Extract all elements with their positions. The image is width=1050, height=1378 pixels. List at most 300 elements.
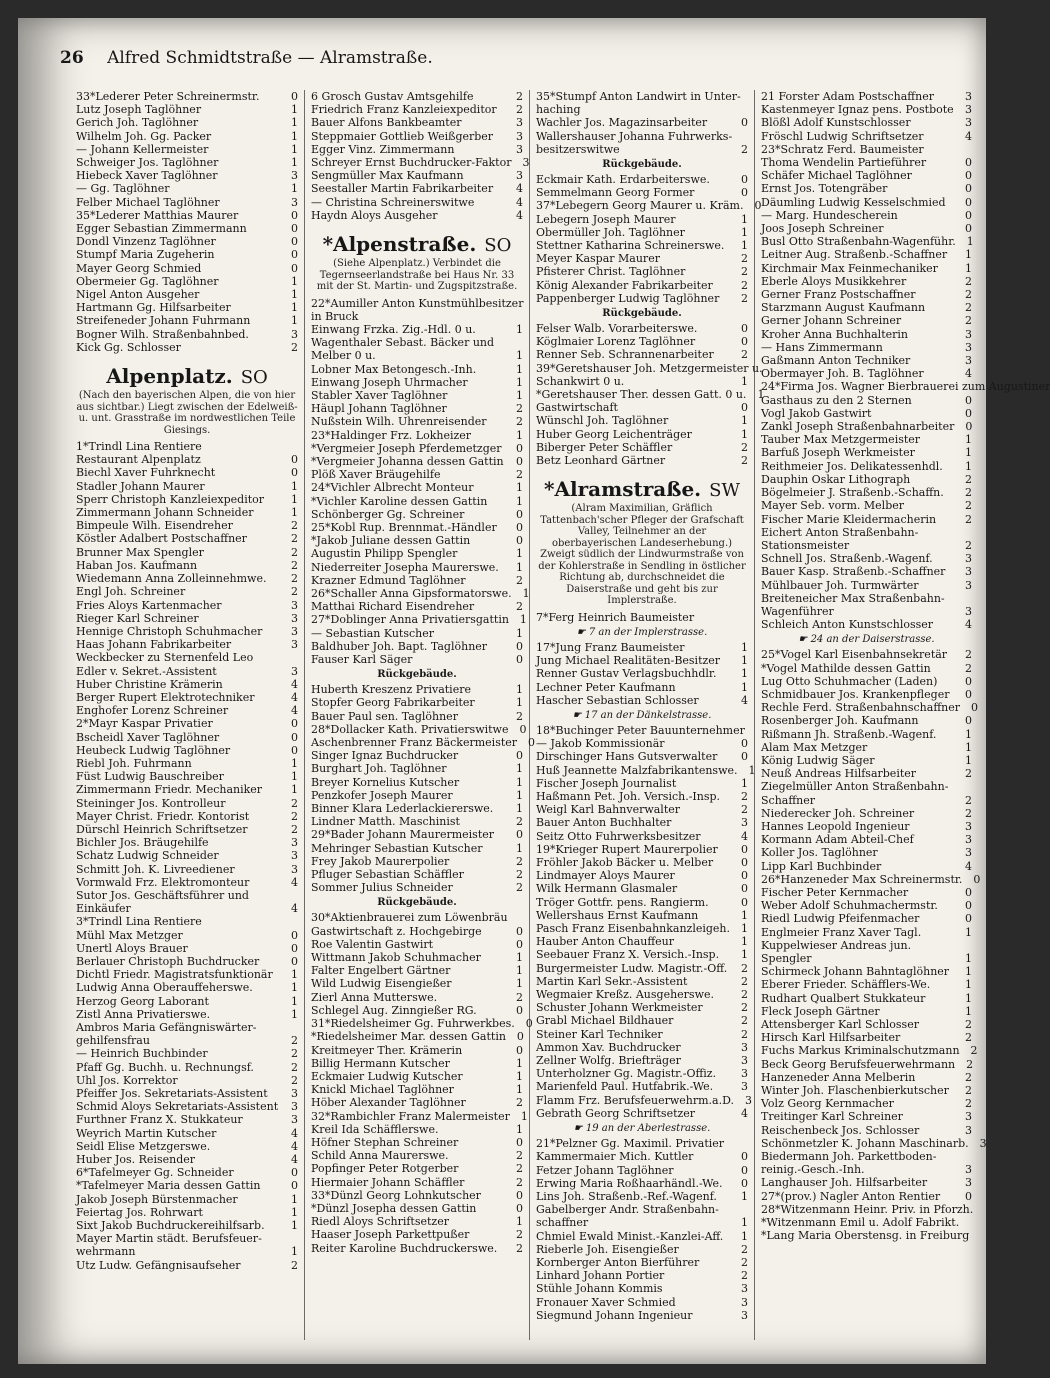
entry-name: Semmelmann Georg Former: [536, 186, 695, 200]
directory-entry: [761, 367, 972, 380]
directory-entry: [536, 654, 748, 667]
directory-entry: [76, 341, 298, 354]
entry-floor: 2: [516, 1228, 523, 1242]
entry-name: Haban Jos. Kaufmann: [76, 558, 198, 572]
entry-name: Zistl Anna Privatierswe.: [76, 1007, 211, 1021]
entry-name: Burgermeister Ludw. Magistr.-Off.: [536, 961, 728, 975]
entry-name: Kirchmair Max Feinmechaniker: [761, 261, 938, 275]
entry-name: Betz Leonhard Gärtner: [536, 454, 666, 468]
entry-floor: 2: [741, 454, 748, 468]
directory-entry: [761, 675, 972, 688]
entry-floor: 0: [741, 401, 748, 415]
directory-entry: [311, 1017, 533, 1031]
entry-floor: 3: [741, 1067, 748, 1081]
directory-entry: [76, 248, 298, 261]
entry-floor: 1: [291, 301, 298, 315]
directory-entry: [76, 116, 298, 129]
entry-name: 24*Vichler Albrecht Monteur: [311, 481, 474, 495]
directory-entry: [311, 842, 523, 855]
directory-entry: [311, 991, 523, 1004]
entry-name: Gerich Joh. Taglöhner: [76, 116, 199, 130]
entry-name: Weigl Karl Bahnverwalter: [536, 803, 681, 817]
entry-floor: 1: [741, 948, 748, 962]
entry-floor: 2: [291, 532, 298, 546]
directory-entry: [761, 169, 972, 182]
entry-name: Steininger Jos. Kontrolleur: [76, 796, 226, 810]
entry-name: Plöß Xaver Bräugehilfe: [311, 468, 441, 482]
entry-floor: 0: [965, 1189, 972, 1203]
entry-floor: 2: [965, 288, 972, 302]
entry-floor: 0: [965, 156, 972, 170]
directory-entry: [536, 279, 748, 292]
directory-entry: [536, 935, 748, 948]
directory-page: [18, 18, 1050, 1364]
directory-entry: [76, 757, 298, 770]
directory-entry: [761, 552, 972, 565]
directory-entry: [311, 402, 523, 415]
entry-floor: 1: [965, 740, 972, 754]
directory-entry: [76, 1140, 298, 1153]
directory-entry: [76, 995, 298, 1008]
entry-name: 28*Dollacker Kath. Privatierswitwe: [311, 722, 509, 736]
directory-entry: [536, 1137, 748, 1150]
entry-floor: 3: [965, 552, 972, 566]
directory-entry: [311, 323, 523, 336]
section-heading: Rückgebäude.: [377, 669, 457, 681]
directory-entry: [76, 506, 298, 519]
entry-name: Binner Klara Lederlackiererswe.: [311, 802, 494, 816]
directory-entry: [76, 130, 298, 143]
entry-name: 35*Stumpf Anton Landwirt in Unter-: [536, 90, 741, 103]
directory-entry: [311, 468, 523, 481]
entry-floor: 3: [291, 169, 298, 183]
directory-entry: [76, 691, 298, 704]
entry-floor: 4: [965, 129, 972, 143]
entry-name: Dirschinger Hans Gutsverwalter: [536, 750, 718, 764]
entry-floor: 2: [741, 803, 748, 817]
entry-name: Felber Michael Taglöhner: [76, 195, 220, 209]
directory-entry: [76, 836, 298, 849]
entry-name: Seebauer Franz X. Versich.-Insp.: [536, 948, 720, 962]
entry-name: Wünschl Joh. Taglöhner: [536, 414, 669, 428]
entry-name: Knickl Michael Taglöhner: [311, 1083, 454, 1097]
directory-entry: [536, 724, 748, 737]
directory-entry: [311, 534, 523, 547]
entry-floor: 3: [291, 327, 298, 341]
entry-name: 25*Vogel Karl Eisenbahnsekretär: [761, 648, 948, 662]
entry-name: Gaßmann Anton Techniker: [761, 354, 911, 368]
entry-floor: 0: [965, 420, 973, 434]
entry-floor: 3: [965, 103, 972, 117]
entry-floor: 1: [516, 841, 523, 855]
entry-name: — Christina Schreinerswitwe: [311, 195, 475, 209]
entry-floor: 3: [516, 169, 523, 183]
entry-floor: 0: [291, 743, 298, 757]
entry-floor: 3: [965, 354, 972, 368]
entry-floor: 0: [741, 335, 748, 349]
directory-entry: [761, 1031, 972, 1044]
entry-name: Seestaller Martin Fabrikarbeiter: [311, 182, 494, 196]
entry-name: — Jakob Kommissionär: [536, 737, 665, 751]
directory-entry: [761, 565, 972, 578]
directory-entry: [536, 103, 748, 116]
entry-name: Schatz Ludwig Schneider: [76, 849, 219, 863]
entry-name: Flamm Frz. Berufsfeuerwehrm.a.D.: [536, 1093, 735, 1107]
entry-floor: 2: [516, 1241, 523, 1255]
directory-entry: [76, 665, 298, 678]
entry-floor: 2: [291, 796, 298, 810]
entry-floor: 0: [965, 674, 972, 688]
directory-entry: [76, 275, 298, 288]
entry-name: Biedermann Joh. Parkettboden-: [761, 1150, 937, 1164]
entry-floor: 1: [516, 788, 523, 802]
entry-name: Reiter Karoline Buchdruckerswe.: [311, 1241, 498, 1255]
entry-floor: 4: [741, 829, 748, 843]
column-2: [305, 90, 536, 1340]
entry-name: 23*Haldinger Frz. Lokheizer: [311, 428, 472, 442]
entry-name: Füst Ludwig Bauschreiber: [76, 770, 224, 784]
entry-name: Langhauser Joh. Hilfsarbeiter: [761, 1176, 928, 1190]
entry-name: 30*Aktienbrauerei zum Löwenbräu: [311, 911, 508, 925]
directory-entry: [311, 103, 523, 116]
directory-entry: [536, 830, 748, 843]
entry-floor: 0: [965, 182, 972, 196]
directory-entry: [761, 1084, 972, 1097]
entry-floor: 0: [291, 90, 298, 103]
directory-entry: [311, 209, 523, 222]
entry-floor: 1: [965, 991, 972, 1005]
directory-entry: [761, 952, 972, 965]
directory-entry: [761, 1097, 972, 1110]
directory-entry: [536, 1177, 748, 1190]
entry-name: Köstler Adalbert Postschaffner: [76, 532, 247, 546]
directory-entry: [76, 1245, 298, 1258]
entry-floor: 3: [522, 156, 530, 170]
directory-entry: [76, 235, 298, 248]
entry-floor: 3: [291, 195, 298, 209]
entry-name: Pappenberger Ludwig Taglöhner: [536, 291, 720, 305]
entry-name: Fleck Joseph Gärtner: [761, 1004, 880, 1018]
directory-entry: [536, 1269, 748, 1282]
entry-floor: 1: [966, 235, 974, 249]
entry-name: Schankwirt 0 u.: [536, 374, 625, 388]
directory-entry: [311, 561, 523, 574]
directory-entry: [311, 336, 523, 349]
entry-floor: 3: [516, 129, 523, 143]
entry-name: Gastwirtschaft z. Hochgebirge: [311, 924, 482, 938]
directory-entry: [536, 962, 748, 975]
directory-entry: [536, 1282, 748, 1295]
entry-floor: 1: [516, 560, 523, 574]
entry-name: Stopfer Georg Fabrikarbeiter: [311, 696, 475, 710]
entry-floor: 2: [516, 573, 523, 587]
entry-floor: 1: [291, 968, 298, 982]
entry-name: Restaurant Alpenplatz: [76, 453, 201, 467]
entry-name: Tauber Max Metzgermeister: [761, 433, 921, 447]
entry-name: Schmidbauer Jos. Krankenpfleger: [761, 687, 950, 701]
entry-name: Engl Joh. Schreiner: [76, 585, 186, 599]
entry-floor: 1: [741, 922, 749, 936]
entry-name: Dürschl Heinrich Schriftsetzer: [76, 822, 248, 836]
directory-entry: [76, 1034, 298, 1047]
entry-name: Stettner Katharina Schreinerswe.: [536, 239, 725, 253]
entry-floor: 1: [516, 349, 523, 363]
directory-entry: [76, 955, 298, 968]
street-name: Alpenplatz.: [106, 364, 233, 389]
entry-floor: 1: [516, 762, 523, 776]
entry-name: Lechner Peter Kaufmann: [536, 680, 676, 694]
entry-name: *Geretshauser Ther. dessen Gatt. 0 u.: [536, 388, 747, 402]
entry-name: Wellershaus Ernst Kaufmann: [536, 908, 699, 922]
entry-name: Lipp Karl Buchbinder: [761, 859, 882, 873]
entry-name: Hiermaier Johann Schäffler: [311, 1175, 465, 1189]
section-heading: Rückgebäude.: [602, 159, 682, 171]
directory-entry: [536, 803, 748, 816]
entry-name: Rißmann Jh. Straßenb.-Wagenf.: [761, 727, 937, 741]
directory-entry: [761, 209, 972, 222]
entry-floor: 0: [965, 195, 972, 209]
directory-entry: [761, 130, 972, 143]
entry-floor: 2: [965, 793, 972, 807]
entry-name: Berger Rupert Elektrotechniker: [76, 690, 255, 704]
entry-name: Mühlbauer Joh. Turmwärter: [761, 578, 919, 592]
entry-name: Steiner Karl Techniker: [536, 1027, 663, 1041]
directory-entry: [536, 1216, 748, 1229]
entry-floor: 2: [965, 538, 972, 552]
entry-name: 35*Lederer Matthias Maurer: [76, 208, 239, 222]
entry-floor: 3: [291, 1087, 298, 1101]
entry-name: Ludwig Anna Oberauffeherswe.: [76, 981, 253, 995]
entry-name: 23*Schratz Ferd. Baumeister: [761, 142, 924, 156]
entry-floor: 0: [516, 507, 523, 521]
entry-name: Sommer Julius Schneider: [311, 881, 453, 895]
entry-floor: 3: [965, 1163, 972, 1177]
directory-entry: [761, 314, 972, 327]
directory-entry: [311, 1242, 523, 1255]
directory-entry: [761, 539, 972, 552]
directory-entry: [76, 572, 298, 585]
pointer-text: 7 an der Implerstrasse.: [588, 626, 708, 638]
directory-entry: [311, 815, 523, 828]
directory-entry: [761, 262, 972, 275]
entry-name: Linhard Johann Portier: [536, 1269, 665, 1283]
entry-name: Breiteneicher Max Straßenbahn-: [761, 591, 945, 605]
directory-entry: [761, 90, 972, 103]
entry-name: Rechle Ferd. Straßenbahnschaffner: [761, 701, 960, 715]
directory-entry: [761, 301, 972, 314]
directory-entry: [76, 1008, 298, 1021]
entry-floor: 2: [965, 648, 972, 662]
entry-name: Mayer Martin städt. Berufsfeuer-: [76, 1232, 262, 1246]
directory-entry: [761, 728, 972, 741]
entry-name: Wachler Jos. Magazinsarbeiter: [536, 116, 708, 130]
entry-name: Mayer Christ. Friedr. Kontorist: [76, 809, 250, 823]
entry-floor: 0: [973, 872, 981, 886]
directory-entry: [761, 473, 972, 486]
entry-floor: 0: [741, 186, 748, 200]
entry-floor: 4: [291, 1153, 298, 1167]
entry-name: Streifeneder Johann Fuhrmann: [76, 314, 251, 328]
directory-entry: [536, 1067, 748, 1080]
entry-floor: 1: [516, 375, 523, 389]
entry-name: Penzkofer Joseph Maurer: [311, 788, 453, 802]
directory-entry: [536, 322, 748, 335]
column-1: [70, 90, 305, 1340]
entry-name: König Alexander Fabrikarbeiter: [536, 278, 713, 292]
entry-name: 37*Lebegern Georg Maurer u. Kräm.: [536, 199, 744, 213]
directory-entry: [76, 797, 298, 810]
directory-entry: [761, 1005, 972, 1018]
entry-name: Berlauer Christoph Buchdrucker: [76, 954, 260, 968]
entry-floor: 2: [965, 1070, 972, 1084]
directory-entry: [536, 388, 765, 402]
directory-entry: [311, 653, 523, 666]
directory-entry: [76, 1021, 298, 1034]
entry-name: Fronauer Xaver Schmied: [536, 1295, 676, 1309]
entry-floor: 1: [516, 547, 523, 561]
street-note: (Siehe Alpenplatz.) Verbindet die Tegernseerlandstraße bei Haus Nr. 33 mit der St. Martin- und Zugspitzstraße.: [316, 258, 518, 293]
entry-floor: 3: [965, 327, 972, 341]
entry-floor: 0: [741, 869, 748, 883]
directory-entry: [76, 744, 298, 757]
entry-name: Rieberle Joh. Eisengießer: [536, 1242, 679, 1256]
entry-name: Uhl Jos. Korrektor: [76, 1073, 178, 1087]
entry-name: Fuchs Markus Kriminalschutzmann: [761, 1044, 960, 1058]
directory-entry: [536, 1054, 748, 1067]
directory-entry: [311, 442, 523, 455]
entry-floor: 0: [516, 937, 523, 951]
directory-entry: [76, 1259, 298, 1272]
entry-floor: 3: [965, 819, 972, 833]
directory-entry: [76, 889, 298, 902]
entry-name: Bogner Wilh. Straßenbahnbed.: [76, 327, 249, 341]
entry-floor: 2: [965, 486, 972, 500]
entry-floor: 2: [965, 301, 972, 315]
entry-floor: 0: [741, 750, 748, 764]
entry-name: Fetzer Johann Taglöhner: [536, 1163, 674, 1177]
entry-floor: 0: [516, 441, 523, 455]
entry-name: Riedl Ludwig Pfeifenmacher: [761, 912, 920, 926]
entry-name: Lug Otto Schuhmacher (Laden): [761, 674, 938, 688]
directory-entry: [76, 1206, 298, 1219]
entry-floor: 1: [516, 964, 523, 978]
directory-entry: [76, 1153, 298, 1166]
directory-entry: [76, 1113, 298, 1126]
entry-floor: 0: [965, 393, 972, 407]
entry-name: Sperr Christoph Kanzleiexpeditor: [76, 492, 265, 506]
directory-entry: [536, 375, 748, 388]
entry-floor: 2: [516, 415, 523, 429]
directory-entry: [311, 1057, 523, 1070]
entry-name: Egger Vinz. Zimmermann: [311, 142, 455, 156]
directory-entry: [536, 186, 748, 199]
pointer-text: 24 an der Daiserstrasse.: [810, 634, 935, 646]
entry-floor: 1: [516, 977, 523, 991]
directory-entry: [761, 420, 972, 433]
directory-entry: [311, 736, 536, 750]
entry-name: Treitinger Karl Schreiner: [761, 1110, 903, 1124]
directory-entry: [536, 454, 748, 467]
entry-name: 3*Trindl Lina Rentiere: [76, 915, 202, 929]
directory-entry: [761, 248, 972, 261]
entry-name: Dichtl Friedr. Magistratsfunktionär: [76, 968, 273, 982]
directory-entry: [761, 618, 972, 631]
entry-name: Eckmair Kath. Erdarbeiterswe.: [536, 173, 710, 187]
directory-entry: [76, 314, 298, 327]
entry-floor: 2: [966, 1057, 974, 1071]
directory-entry: [76, 704, 298, 717]
entry-name: Mayer Seb. vorm. Melber: [761, 499, 904, 513]
directory-entry: [76, 783, 298, 796]
entry-floor: 4: [291, 677, 298, 691]
entry-name: Einwang Frzka. Zig.-Hdl. 0 u.: [311, 322, 476, 336]
entry-floor: 2: [965, 1097, 972, 1111]
entry-name: Zellner Wolfg. Briefträger: [536, 1054, 681, 1068]
entry-floor: 0: [741, 895, 748, 909]
entry-floor: 1: [291, 479, 298, 493]
directory-entry: [761, 662, 972, 675]
entry-floor: 1: [291, 129, 298, 143]
entry-floor: 1: [516, 696, 523, 710]
directory-entry: [311, 415, 523, 428]
entry-name: Schlegel Aug. Zinngießer RG.: [311, 1003, 477, 1017]
entry-name: Lobner Max Betongesch.-Inh.: [311, 362, 477, 376]
entry-floor: 1: [291, 142, 298, 156]
entry-floor: 2: [516, 103, 523, 117]
directory-entry: [536, 750, 748, 763]
entry-floor: 3: [965, 604, 972, 618]
entry-name: Zimmermann Friedr. Mechaniker: [76, 783, 263, 797]
directory-entry: [76, 480, 298, 493]
entry-name: Alam Max Metzger: [761, 740, 868, 754]
entry-floor: 0: [516, 520, 523, 534]
entry-floor: 1: [516, 626, 523, 640]
directory-entry: [76, 625, 298, 638]
street-direction: SO: [484, 235, 512, 257]
directory-entry: [311, 182, 523, 195]
entry-name: Fauser Karl Säger: [311, 653, 413, 667]
entry-floor: 2: [965, 661, 972, 675]
entry-floor: 1: [741, 908, 748, 922]
entry-floor: 2: [516, 1149, 523, 1163]
entry-name: König Ludwig Säger: [761, 753, 875, 767]
directory-entry: [311, 1136, 523, 1149]
entry-floor: 0: [741, 173, 748, 187]
entry-name: *Riedelsheimer Mar. dessen Gattin: [311, 1030, 506, 1044]
directory-entry: [76, 810, 298, 823]
pointing-hand-icon: ☛: [576, 626, 589, 638]
entry-floor: 1: [741, 1229, 748, 1243]
directory-entry: [761, 899, 972, 912]
directory-entry: [761, 714, 972, 727]
entry-floor: 3: [291, 624, 298, 638]
entry-name: Hennige Christoph Schuhmacher: [76, 624, 263, 638]
entry-name: Schnell Jos. Straßenb.-Wagenf.: [761, 552, 933, 566]
entry-floor: 3: [291, 598, 298, 612]
directory-entry: [761, 965, 972, 978]
entry-floor: 1: [291, 314, 298, 328]
directory-entry: [76, 1193, 298, 1206]
entry-floor: 3: [965, 340, 972, 354]
entry-name: Gasthaus zu den 2 Sternen: [761, 393, 912, 407]
entry-name: 29*Bader Johann Maurermeister: [311, 828, 495, 842]
entry-name: Hanzeneder Anna Melberin: [761, 1070, 916, 1084]
entry-name: Steppmaier Gottlieb Weißgerber: [311, 129, 494, 143]
directory-entry: [311, 508, 523, 521]
entry-floor: 0: [965, 169, 972, 183]
entry-name: Dauphin Oskar Lithograph: [761, 472, 911, 486]
entry-floor: 2: [741, 988, 748, 1002]
